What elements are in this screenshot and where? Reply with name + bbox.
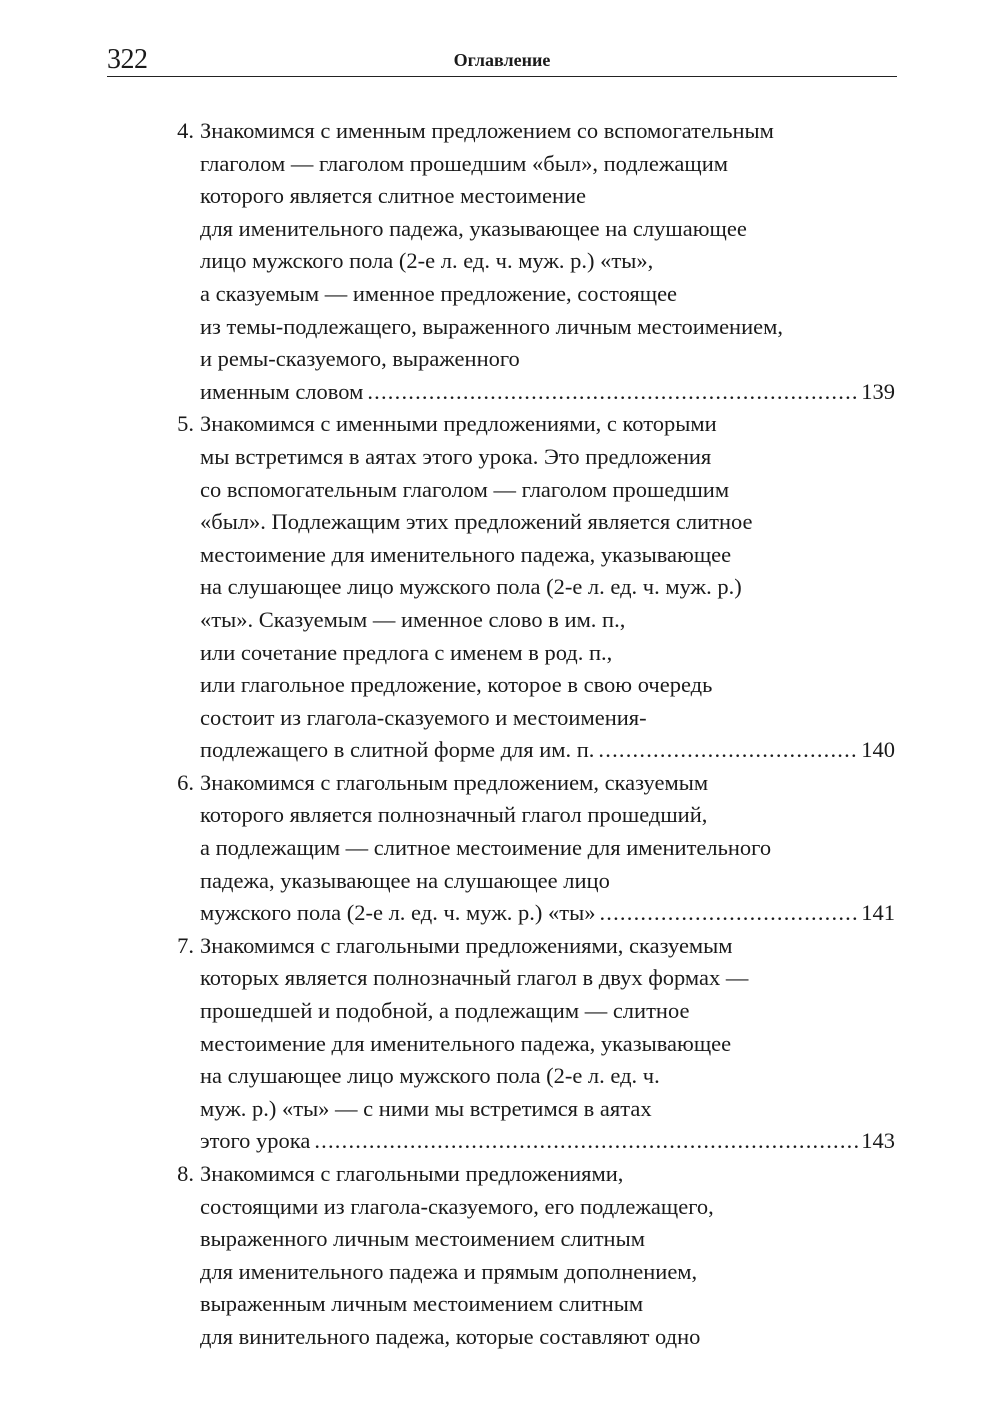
entry-text-line: муж. р.) «ты» — с ними мы встретимся в аятах: [200, 1095, 652, 1121]
entry-number: 5.: [177, 411, 194, 437]
entry-page-ref[interactable]: 143: [861, 1128, 895, 1154]
entry-text-line: Знакомимся с глагольным предложением, сказуемым: [200, 769, 709, 795]
entry-text-line: для винительного падежа, которые составляют одно: [200, 1323, 701, 1349]
toc-entry[interactable]: [160, 767, 895, 930]
toc-entry[interactable]: [160, 408, 895, 767]
entry-text-line: или глагольное предложение, которое в свою очередь: [200, 672, 713, 698]
entry-text-line: для именительного падежа и прямым дополнением,: [200, 1258, 698, 1284]
entry-page-ref[interactable]: 140: [861, 737, 895, 763]
entry-text-line: со вспомогательным глаголом — глаголом прошедшим: [200, 476, 730, 502]
dot-leader: [598, 734, 858, 767]
entry-text-line: для именительного падежа, указывающее на слушающее: [200, 215, 747, 241]
entry-text-line: состоит из глагола-сказуемого и местоимения-: [200, 704, 647, 730]
entry-text-line: которого является слитное местоимение: [200, 183, 587, 209]
entry-text-line: местоимение для именительного падежа, указывающее: [200, 541, 732, 567]
entry-number: 8.: [177, 1161, 194, 1186]
entry-text-line: выраженным личным местоимением слитным: [200, 1291, 644, 1317]
entry-last-line: [200, 1125, 895, 1158]
entry-text-line: состоящими из глагола-сказуемого, его подлежащего,: [200, 1193, 714, 1219]
entry-page-ref[interactable]: 139: [861, 378, 895, 404]
entry-text-line: глаголом — глаголом прошедшим «был», подлежащим: [200, 150, 729, 176]
dot-leader: [367, 376, 858, 409]
entry-text-line: местоимение для именительного падежа, указывающее: [200, 1030, 732, 1056]
entry-number: 6.: [177, 769, 194, 795]
entry-text-line: выраженного личным местоимением слитным: [200, 1226, 645, 1252]
toc-entry[interactable]: [160, 1158, 895, 1354]
entry-text-line: а сказуемым — именное предложение, состоящее: [200, 280, 678, 306]
entry-text-line: или сочетание предлога с именем в род. п.,: [200, 639, 613, 665]
entry-last-line: [200, 897, 895, 930]
page-header: [107, 44, 897, 77]
table-of-contents: [160, 115, 895, 1354]
entry-text-line: которого является полнозначный глагол прошедший,: [200, 802, 708, 828]
entry-text-line: «ты». Сказуемым — именное слово в им. п.,: [200, 606, 626, 632]
toc-entry[interactable]: [160, 115, 895, 408]
entry-text-line: Знакомимся с именным предложением со вспомогательным: [200, 118, 774, 143]
entry-text-line: Знакомимся с глагольными предложениями,: [200, 1161, 624, 1186]
entry-text-line: подлежащего в слитной форме для им. п.: [200, 737, 595, 763]
entry-text-line: падежа, указывающее на слушающее лицо: [200, 867, 610, 893]
entry-text-line: Знакомимся с именными предложениями, с которыми: [200, 411, 717, 437]
entry-text-line: «был». Подлежащим этих предложений является слитное: [200, 509, 753, 535]
entry-number: 4.: [177, 118, 194, 143]
entry-text-line: на слушающее лицо мужского пола (2-е л. ед. ч.: [200, 1063, 660, 1089]
entry-text-line: и ремы-сказуемого, выраженного: [200, 346, 520, 372]
page-number: 322: [107, 44, 148, 75]
entry-text-line: из темы-подлежащего, выраженного личным местоимением,: [200, 313, 783, 339]
entry-last-line: [200, 734, 895, 767]
entry-text-line: которых является полнозначный глагол в двух формах —: [200, 965, 749, 991]
entry-text-line: этого урока: [200, 1128, 311, 1154]
entry-last-line: [200, 376, 895, 409]
entry-text-line: Знакомимся с глагольными предложениями, сказуемым: [200, 932, 733, 958]
entry-text-line: мы встретимся в аятах этого урока. Это предложения: [200, 443, 712, 469]
entry-text-line: лицо мужского пола (2-е л. ед. ч. муж. р.) «ты»,: [200, 248, 654, 274]
entry-text-line: а подлежащим — слитное местоимение для именительного: [200, 835, 772, 861]
dot-leader: [314, 1125, 858, 1158]
entry-text-line: именным словом: [200, 378, 364, 404]
entry-number: 7.: [177, 932, 194, 958]
running-title: Оглавление: [453, 50, 551, 70]
entry-page-ref[interactable]: 141: [861, 900, 895, 926]
entry-text-line: прошедшей и подобной, а подлежащим — слитное: [200, 998, 690, 1024]
dot-leader: [599, 897, 858, 930]
entry-text-line: на слушающее лицо мужского пола (2-е л. ед. ч. муж. р.): [200, 574, 742, 600]
entry-text-line: мужского пола (2-е л. ед. ч. муж. р.) «ты»: [200, 900, 596, 926]
toc-entry[interactable]: [160, 930, 895, 1158]
